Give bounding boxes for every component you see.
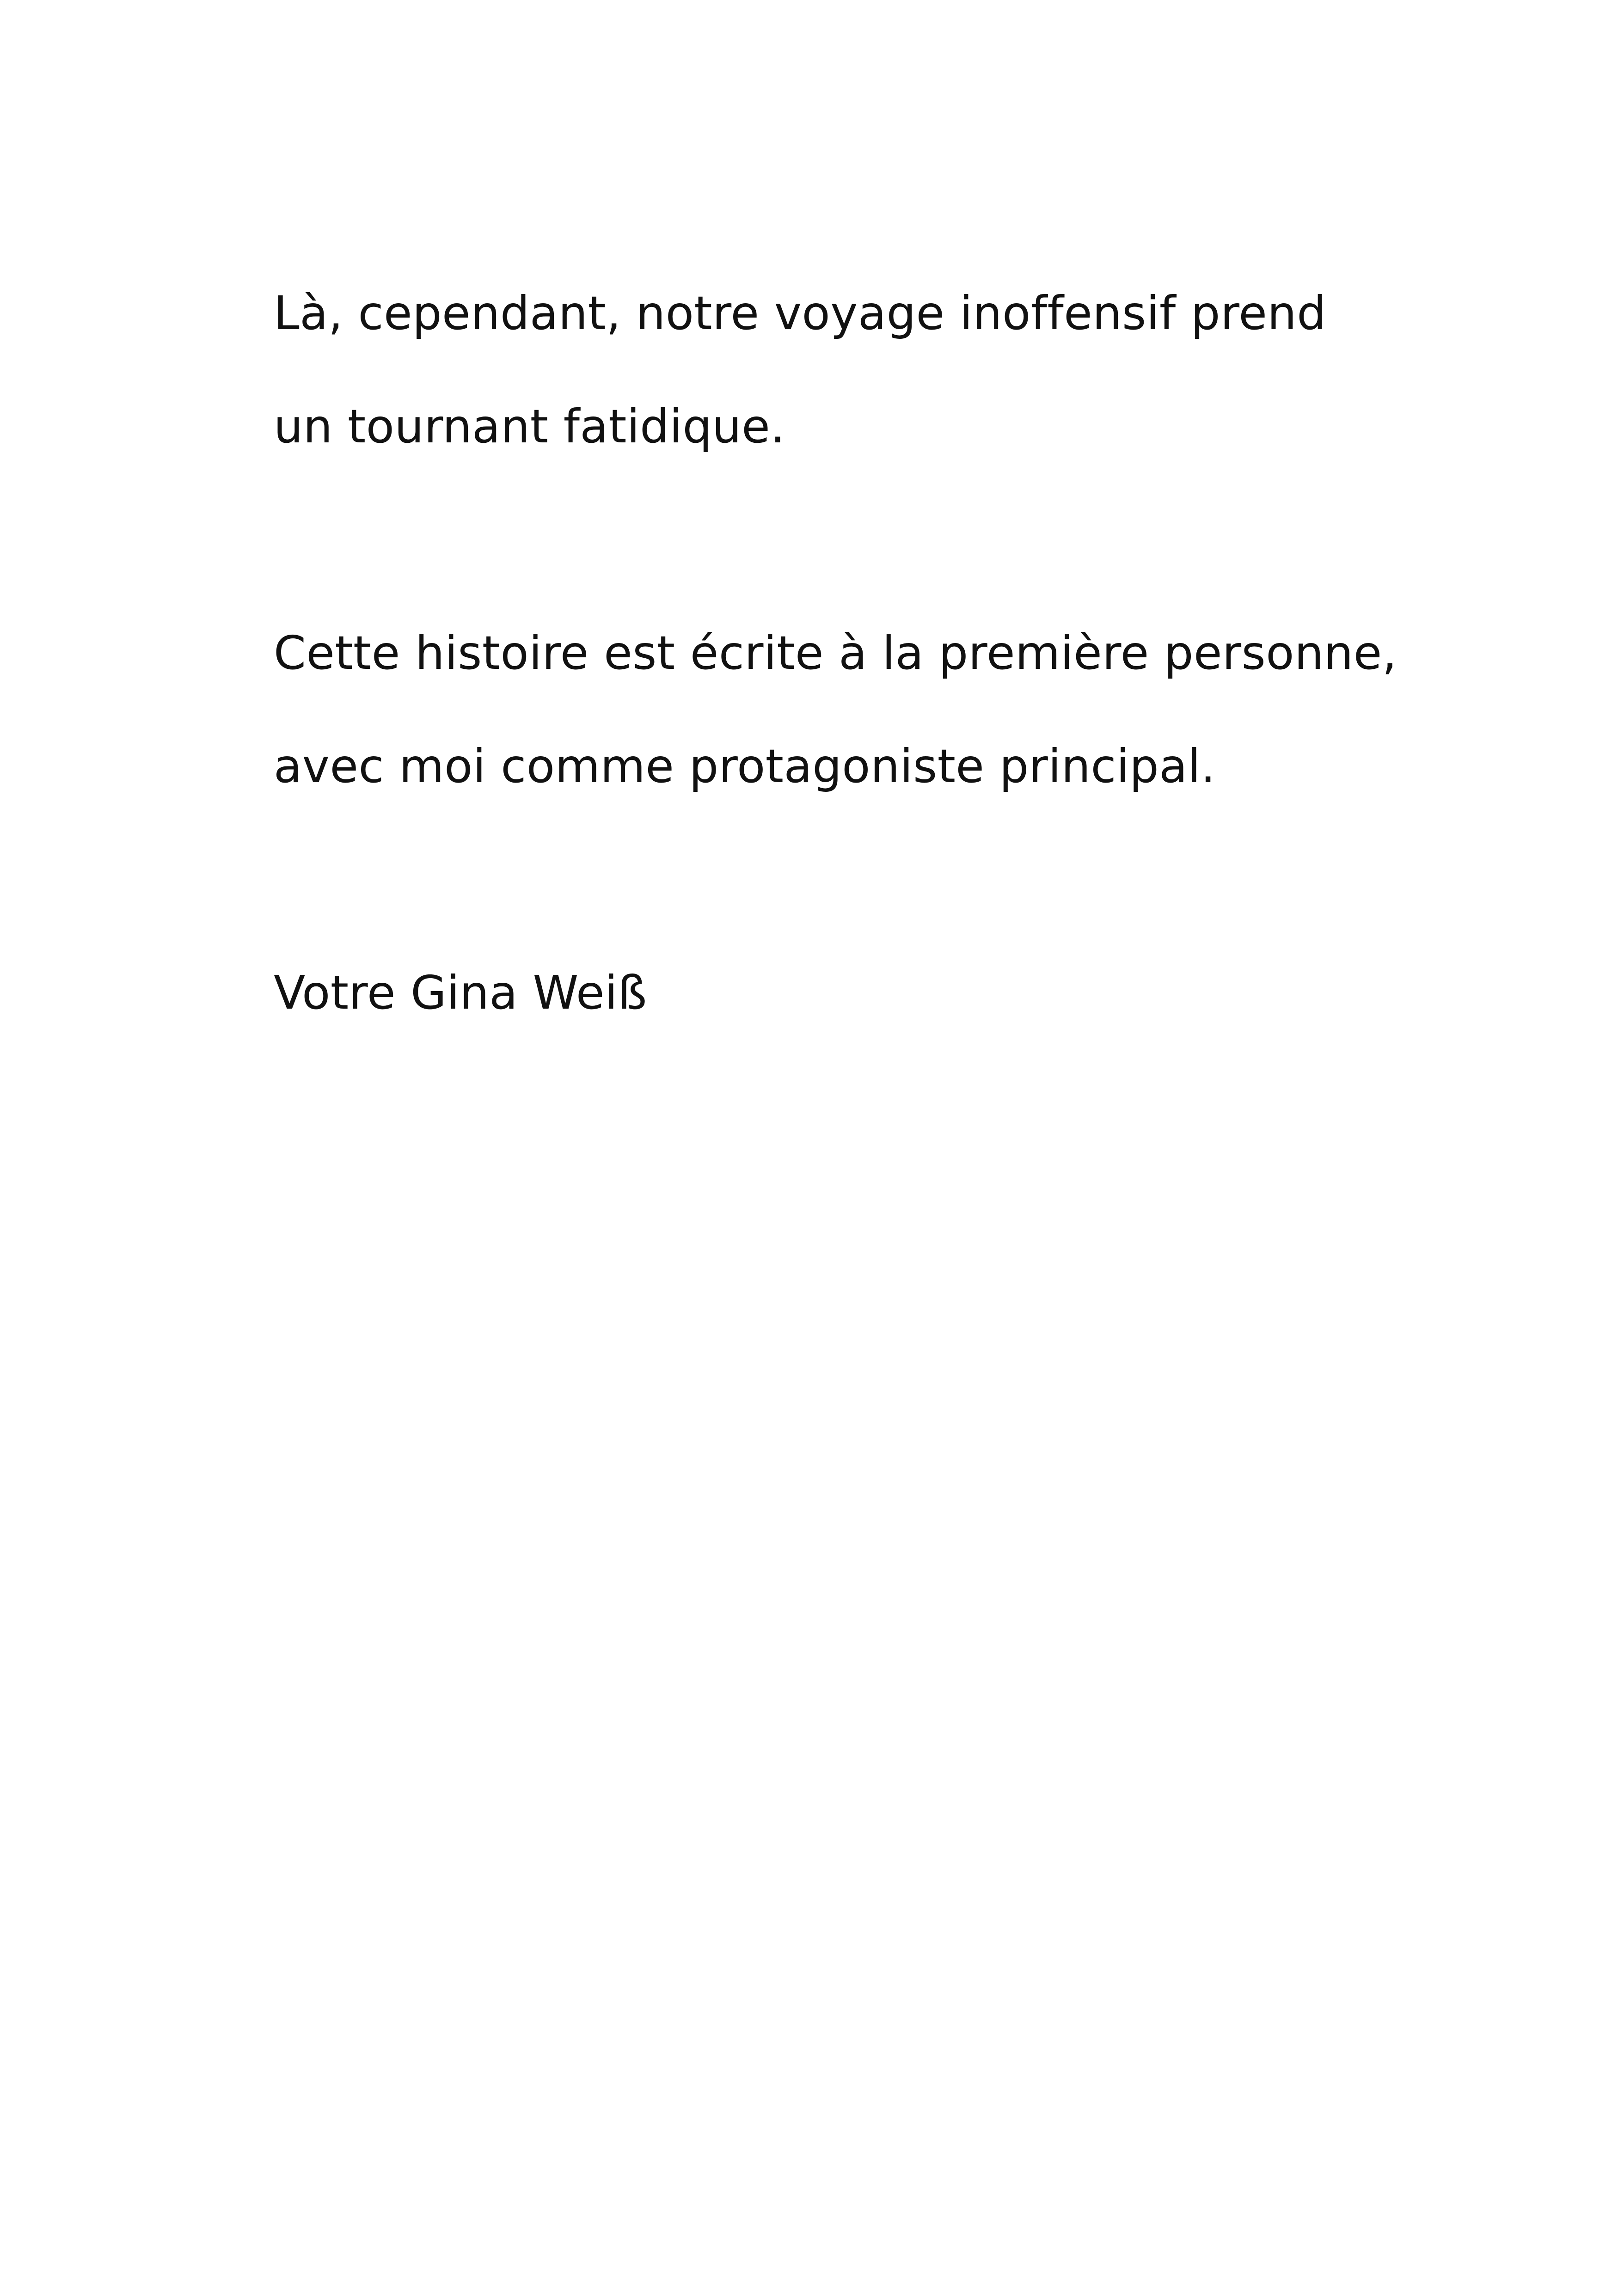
text-line: Là, cependant, notre voyage inoffensif prend	[274, 286, 1327, 340]
text-line: un tournant fatidique.	[274, 399, 785, 453]
signature	[274, 936, 1476, 1049]
text-line: avec moi comme protagoniste principal.	[274, 739, 1216, 793]
text-line: Cette histoire est écrite à la première personne,	[274, 626, 1397, 680]
signature-line: Votre Gina Weiß	[274, 966, 647, 1020]
paragraph-journey	[274, 257, 1476, 483]
paragraph-narration	[274, 596, 1476, 823]
body-text	[274, 257, 1476, 1049]
